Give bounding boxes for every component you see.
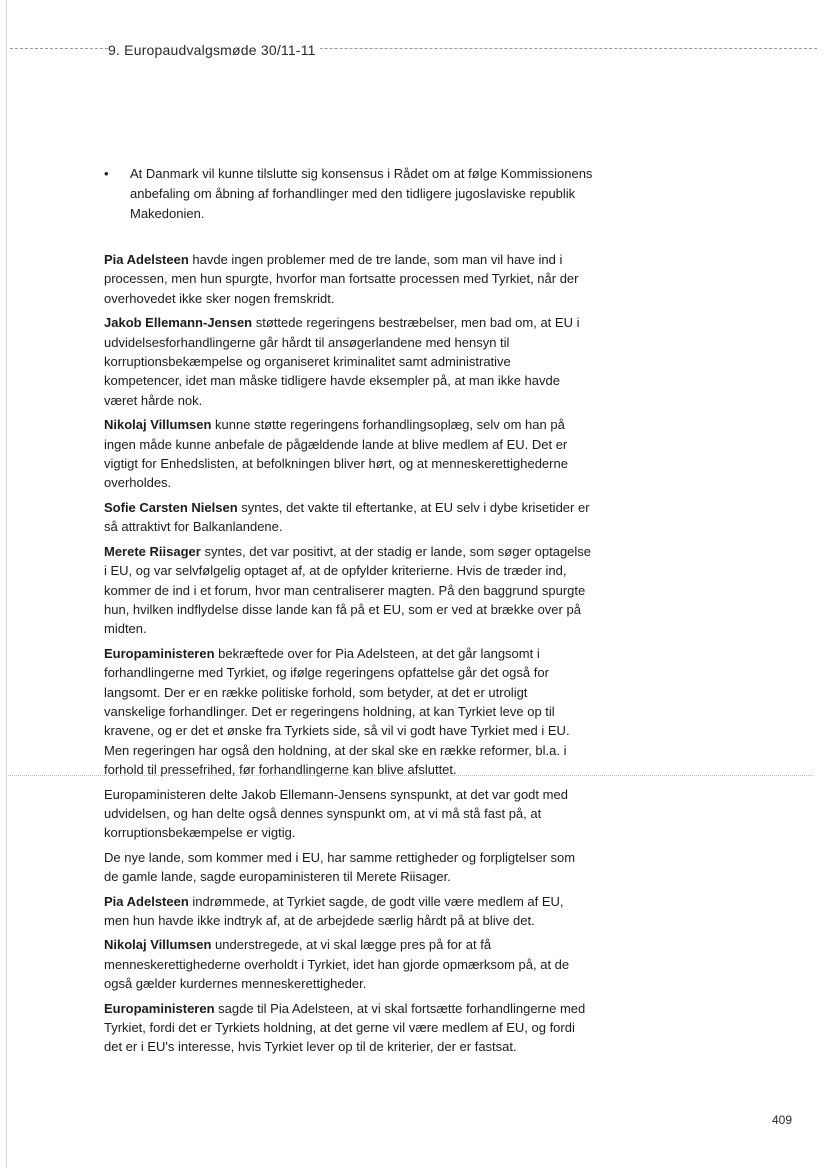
bullet-list [104,164,594,224]
page-header [108,42,320,58]
paragraph [104,415,592,493]
paragraph [104,498,592,537]
speaker-name: Pia Adelsteen [104,252,189,267]
paragraph [104,785,592,843]
bullet-item [104,164,594,224]
paragraph [104,250,592,308]
speaker-name: Sofie Carsten Nielsen [104,499,238,515]
minutes-body [104,250,592,1062]
speaker-name: Nikolaj Villumsen [104,937,212,953]
paragraph-text: syntes, det vakte til eftertanke, at EU selv i dybe krisetider er så attraktivt for Balkanlandene. [104,499,590,535]
paragraph-text: De nye lande, som kommer med i EU, har samme rettigheder og forpligtelser som de gamle lande, sagde europaministeren til Merete Riisager. [104,849,576,885]
paragraph-text: understregede, at vi skal lægge pres på for at få menneskerettighederne overholdt i Tyrkiet, idet han gjorde opmærksom på, at de også gælder kurdernes menneskerettigheder. [104,937,570,992]
paragraph [104,848,592,887]
paragraph-text: havde ingen problemer med de tre lande, som man vil have ind i processen, men hun spurgte, hvorfor man fortsatte processen med Tyrkiet, når der overhovedet ikke sker nogen fremskridt. [104,252,579,306]
paragraph [104,644,592,780]
speaker-name: Merete Riisager [104,543,201,559]
paragraph-text: kunne støtte regeringens forhandlingsoplæg, selv om han på ingen måde kunne anbefale de pågældende lande at blive medlem af EU. Det er vigtigt for Enhedslisten, at befolkningen bliver hørt, og at menneskerettighederne overholdes. [104,417,568,491]
paragraph-text: støttede regeringens bestræbelser, men bad om, at EU i udvidelsesforhandlingerne går hårdt til ansøgerlandene med hensyn til korruptionsbekæmpelse og organiseret kriminalitet samt administrative kompetencer, idet man måske tidligere havde eksempler på, at man ikke havde været hårde nok. [104,315,580,408]
bullet-icon: • [104,166,109,181]
speaker-name: Jakob Ellemann-Jensen [104,315,253,331]
paragraph [104,935,592,993]
paragraph [104,892,592,931]
speaker-name: Pia Adelsteen [104,893,189,909]
scan-edge [6,0,7,1168]
paragraph [104,542,592,639]
page-number: 409 [772,1113,793,1127]
bullet-text: At Danmark vil kunne tilslutte sig konsensus i Rådet om at følge Kommissionens anbefaling om åbning af forhandlinger med den tidligere jugoslaviske republik Makedonien. [130,166,593,221]
paragraph-text: sagde til Pia Adelsteen, at vi skal fortsætte forhandlingerne med Tyrkiet, fordi det er Tyrkiets holdning, at det gerne vil være medlem af EU, og fordi det er i EU's interesse, hvis Tyrkiet lever op til de kriterier, der er fastsat. [104,1000,586,1055]
paragraph-text: indrømmede, at Tyrkiet sagde, de godt ville være medlem af EU, men hun havde ikke indtryk af, at de arbejdede særlig hårdt på at blive det. [104,893,564,928]
paragraph-text: syntes, det var positivt, at der stadig er lande, som søger optagelse i EU, og var selvfølgelig optaget af, at de opfylder kriterierne. Hvis de træder ind, kommer de ind i et forum, hvor man centraliserer magten. På den baggrund spurgte hun, hvilken indflydelse disse lande kan få på et EU, som er ved at brække over på midten. [104,543,592,637]
paragraph [104,313,592,410]
paragraph-text: bekræftede over for Pia Adelsteen, at det går langsomt i forhandlingerne med Tyrkiet, og ifølge regeringens opfattelse går det også for langsomt. Der er en række politiske forhold, som betyder, at det er utroligt vanskelige forhandlinger. Det er regeringens holdning, at kan Tyrkiet leve op til kravene, og er det et ønske fra Tyrkiets side, så vil vi godt have Tyrkiet med i EU. Men regeringen har også den holdning, at der skal ske en række reformer, bl.a. i forhold til pressefrihed, før forhandlingerne kan blive afsluttet. [104,645,570,778]
speaker-name: Europaministeren [104,645,215,661]
paragraph [104,999,592,1057]
paragraph-text: Europaministeren delte Jakob Ellemann-Jensens synspunkt, at det var godt med udvidelsen, og han delte også dennes synspunkt om, at vi må stå fast på, at korruptionsbekæmpelse er vigtig. [104,786,568,841]
speaker-name: Europaministeren [104,1000,215,1016]
header-title: 9. Europaudvalgsmøde 30/11-11 [108,42,320,58]
scan-artifact-line [8,775,813,776]
speaker-name: Nikolaj Villumsen [104,417,212,433]
